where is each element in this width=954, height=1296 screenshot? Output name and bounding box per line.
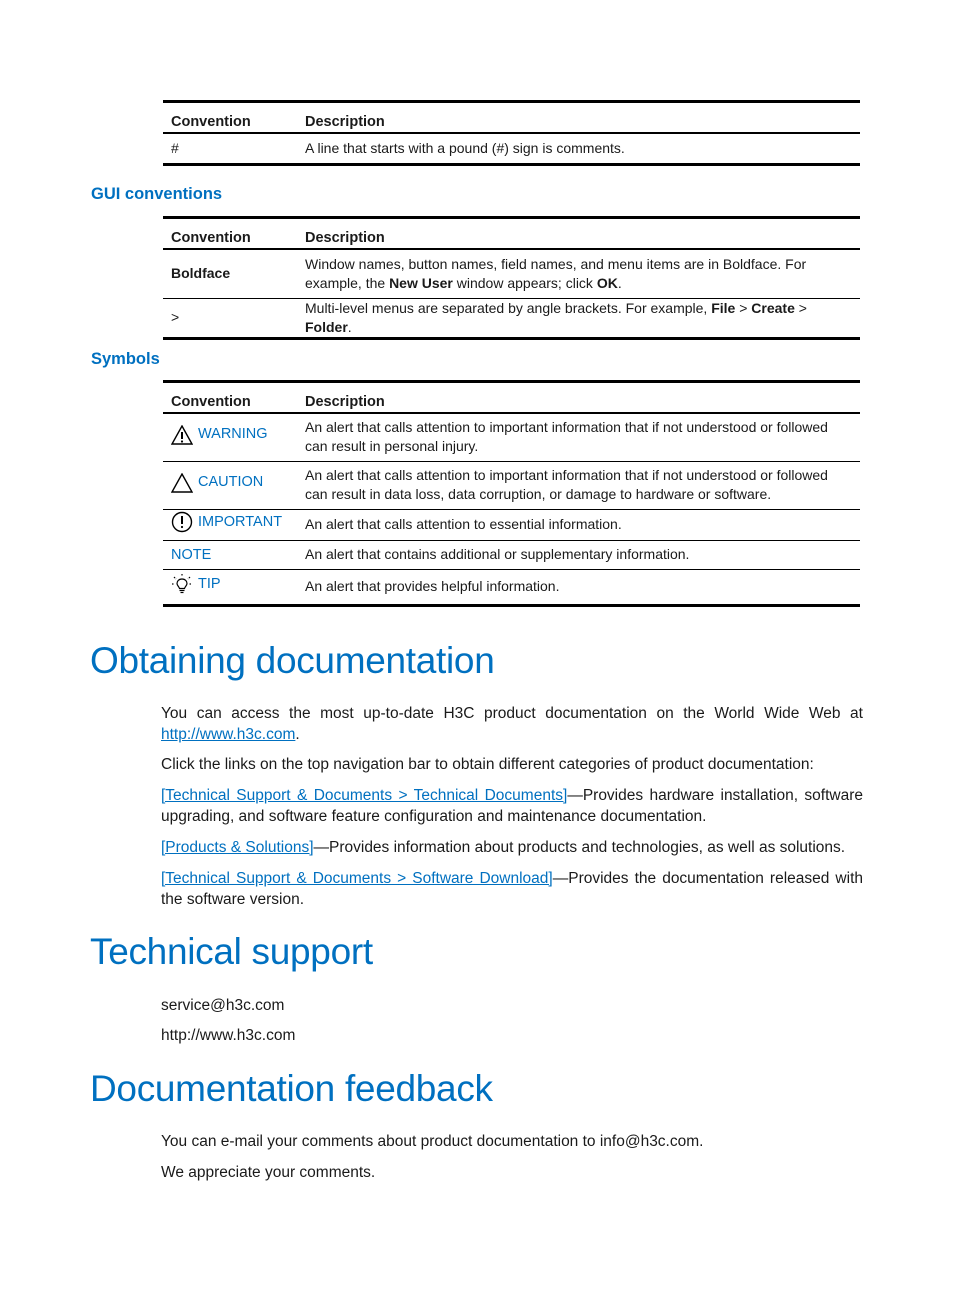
technical-support-heading: Technical support xyxy=(90,931,373,972)
symbols-heading: Symbols xyxy=(91,350,160,368)
table-row xyxy=(163,540,860,569)
description-cell: An alert that calls attention to important information that if not understood or followed can result in data loss, data corruption, or damage to hardware or software. xyxy=(305,467,828,502)
table-row xyxy=(163,249,860,298)
symbols-table xyxy=(163,380,860,607)
text-run: > xyxy=(794,299,807,316)
text-run: —Provides information about products and technologies, as well as solutions. xyxy=(313,839,846,856)
paragraph: You can e-mail your comments about product documentation to info@h3c.com. xyxy=(161,1133,704,1150)
text-run: Multi-level menus are separated by angle brackets. For example, xyxy=(305,299,712,316)
text-run: . xyxy=(347,318,352,335)
products-solutions-link[interactable]: [Products & Solutions] xyxy=(161,839,314,856)
col-header-convention: Convention xyxy=(171,230,251,246)
bold-run: New User xyxy=(389,274,453,291)
tip-label: TIP xyxy=(198,575,221,592)
caution-icon xyxy=(171,473,193,493)
text-run: Window names, button names, field names, and menu items are in Boldface. For example, the xyxy=(305,255,807,291)
table-row xyxy=(163,509,860,540)
description-cell: An alert that provides helpful information. xyxy=(305,578,560,594)
gui-conventions-table xyxy=(163,216,860,340)
description-cell xyxy=(297,249,860,298)
col-header-convention: Convention xyxy=(171,394,251,410)
bold-run: Create xyxy=(751,299,795,316)
table-row xyxy=(163,461,860,509)
text-run: You can access the most up-to-date H3C product documentation on the World Wide Web at xyxy=(161,705,863,722)
col-header-description: Description xyxy=(305,230,385,246)
description-cell: A line that starts with a pound (#) sign is comments. xyxy=(305,139,625,156)
paragraph: We appreciate your comments. xyxy=(161,1164,376,1181)
text-run: —Provides the documentation released with the software version. xyxy=(161,870,864,908)
table-row xyxy=(163,413,860,461)
important-label: IMPORTANT xyxy=(198,513,283,530)
description-cell: An alert that calls attention to important information that if not understood or followed can result in personal injury. xyxy=(305,419,828,455)
text-run: —Provides hardware installation, software upgrading, and software feature configuration and maintenance documentation. xyxy=(161,787,863,825)
convention-cell xyxy=(163,413,297,461)
paragraph xyxy=(161,837,863,858)
description-cell xyxy=(297,298,860,338)
obtaining-documentation-heading: Obtaining documentation xyxy=(90,640,495,681)
table-row xyxy=(163,569,860,605)
description-cell: An alert that contains additional or supplementary information. xyxy=(305,546,690,562)
gui-conventions-heading: GUI conventions xyxy=(91,185,223,203)
text-run: . xyxy=(617,274,622,291)
text-run: . xyxy=(295,726,300,743)
paragraph xyxy=(161,868,863,910)
col-header-description: Description xyxy=(305,394,385,410)
convention-cell: Boldface xyxy=(171,265,231,282)
convention-cell xyxy=(163,540,297,569)
note-label: NOTE xyxy=(171,546,212,563)
convention-cell xyxy=(163,461,297,509)
paragraph xyxy=(161,785,863,827)
text-run: window appears; click xyxy=(452,274,597,291)
tip-icon xyxy=(171,573,193,595)
table-row xyxy=(163,298,860,338)
convention-cell xyxy=(163,569,297,605)
table-row xyxy=(163,133,860,164)
bold-run: File xyxy=(711,299,736,316)
convention-cell xyxy=(163,509,297,540)
technical-documents-link[interactable]: [Technical Support & Documents > Technical Documents] xyxy=(161,787,568,804)
paragraph: Click the links on the top navigation bar to obtain different categories of product documentation: xyxy=(161,756,814,773)
description-cell: An alert that calls attention to essential information. xyxy=(305,516,622,532)
support-url: http://www.h3c.com xyxy=(161,1027,296,1044)
warning-label: WARNING xyxy=(198,426,268,443)
command-conventions-table xyxy=(163,100,860,166)
h3c-website-link[interactable]: http://www.h3c.com xyxy=(161,726,296,743)
bold-run: Folder xyxy=(305,318,348,335)
support-email: service@h3c.com xyxy=(161,997,285,1014)
convention-cell: > xyxy=(171,309,180,325)
convention-cell: # xyxy=(171,139,179,156)
col-header-description: Description xyxy=(305,114,385,130)
text-run: > xyxy=(735,299,752,316)
warning-icon xyxy=(171,425,193,445)
important-icon xyxy=(171,511,193,533)
documentation-feedback-heading: Documentation feedback xyxy=(90,1068,493,1109)
col-header-convention: Convention xyxy=(171,114,251,130)
caution-label: CAUTION xyxy=(198,474,264,490)
paragraph xyxy=(161,703,863,745)
software-download-link[interactable]: [Technical Support & Documents > Software Download] xyxy=(161,870,553,887)
bold-run: OK xyxy=(596,274,618,291)
